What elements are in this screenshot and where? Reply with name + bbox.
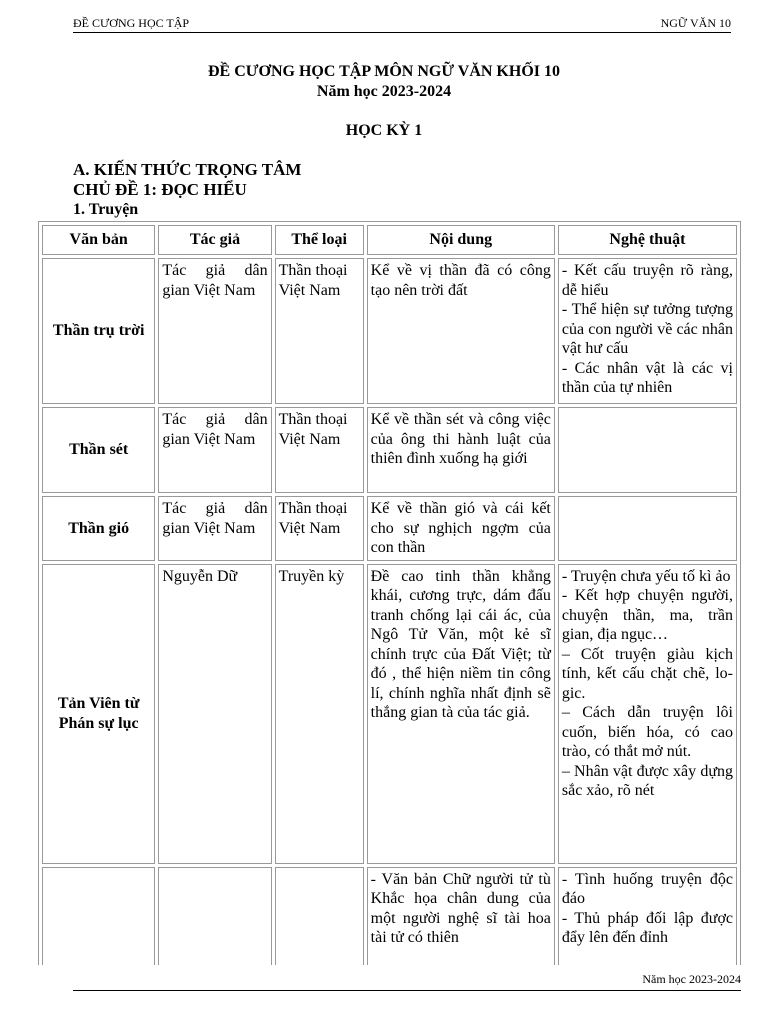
table-row [42,407,737,493]
cell-text-title [42,867,155,966]
cell-text-title: Tản Viên từ Phán sự lục [42,564,155,864]
cell-art [558,564,737,864]
literature-table-wrapper [38,221,741,965]
section-a-heading: A. KIẾN THỨC TRỌNG TÂM [73,160,302,179]
cell-author: Tác giả dân gian Việt Nam [158,258,271,404]
art-line: – Cốt truyện giàu kịch tính, kết cấu chặt chẽ, lo-gic. [561,645,733,702]
page-footer [73,972,741,991]
cell-author: Tác giả dân gian Việt Nam [158,407,271,493]
cell-author: Tác giả dân gian Việt Nam [158,496,271,561]
table-row [42,258,737,404]
content-line: Đề cao tinh thần khẳng khái, cương trực, dám đấu tranh chống lại cái ác, của Ngô Tử Văn, một kẻ sĩ chính trực của Đất Việt; từ đó , thể hiện niềm tin công lí, chính nghĩa nhất định sẽ thắng gian tà của tác giả. [370,567,551,721]
header-cell-author: Tác giả [158,225,271,255]
section-headings [73,160,301,220]
header-left: ĐỀ CƯƠNG HỌC TẬP [73,15,190,30]
cell-content [367,564,555,864]
content-line: - Văn bản Chữ người tử tù Khắc họa chân dung của một người nghệ sĩ tài hoa tài tử có thiên [370,870,551,946]
cell-art [558,407,737,493]
art-line: - Các nhân vật là các vị thần của tự nhiên [561,359,733,396]
header-cell-text: Văn bản [42,225,155,255]
table-row [42,564,737,864]
art-line: - Truyện chưa yếu tố kì ảo [561,567,731,585]
title-line-1: ĐỀ CƯƠNG HỌC TẬP MÔN NGỮ VĂN KHỐI 10 [207,63,560,80]
table-row [42,496,737,561]
cell-genre: Thần thoại Việt Nam [275,407,364,493]
cell-text-title: Thần trụ trời [42,258,155,404]
cell-genre [275,867,364,966]
footer-right: Năm học 2023-2024 [642,972,741,986]
header-right: NGỮ VĂN 10 [660,15,731,30]
literature-table [38,221,741,965]
header-cell-art: Nghệ thuật [558,225,737,255]
cell-content [367,407,555,493]
art-line: - Tình huống truyện độc đáo [561,870,733,907]
cell-art [558,867,737,966]
cell-genre: Thần thoại Việt Nam [275,258,364,404]
cell-text-title: Thần gió [42,496,155,561]
table-row [42,867,737,966]
cell-author: Nguyễn Dữ [158,564,271,864]
art-line: - Kết cấu truyện rõ ràng, dễ hiểu [561,262,733,299]
table-header-row [42,225,737,255]
header-cell-genre: Thể loại [275,225,364,255]
cell-content [367,867,555,966]
art-line: - Thủ pháp đối lập được đẩy lên đến đỉnh [561,909,733,946]
semester-heading: HỌC KỲ 1 [345,122,423,139]
art-line: - Thể hiện sự tưởng tượng của con người về các nhân vật hư cấu [561,301,733,357]
document-title [0,62,768,102]
cell-content [367,258,555,404]
page-header [73,14,731,33]
cell-text-title: Thần sét [42,407,155,493]
cell-author [158,867,271,966]
table-body [42,258,737,965]
art-line: – Cách dẫn truyện lôi cuốn, biến hóa, có cao trào, có thắt mở nút. [561,704,733,760]
content-line: Kể về thần sét và công việc của ông thi hành luật của thiên đình xuống hạ giới [370,411,551,467]
cell-art [558,258,737,404]
title-line-2: Năm học 2023-2024 [316,83,452,100]
content-line: Kể về vị thần đã có công tạo nên trời đất [370,262,551,299]
subsection-heading: 1. Truyện [73,201,139,218]
cell-genre: Thần thoại Việt Nam [275,496,364,561]
content-line: Kể về thần gió và cái kết cho sự nghịch ngợm của con thần [370,500,551,556]
art-line: - Kết hợp chuyện người, chuyện thần, ma, trần gian, địa ngục… [561,587,733,643]
header-cell-content: Nội dung [367,225,555,255]
topic-heading: CHỦ ĐỀ 1: ĐỌC HIỂU [73,180,247,199]
art-line: – Nhân vật được xây dựng sắc xảo, rõ nét [561,762,733,799]
cell-genre: Truyền kỳ [275,564,364,864]
cell-content [367,496,555,561]
cell-art [558,496,737,561]
